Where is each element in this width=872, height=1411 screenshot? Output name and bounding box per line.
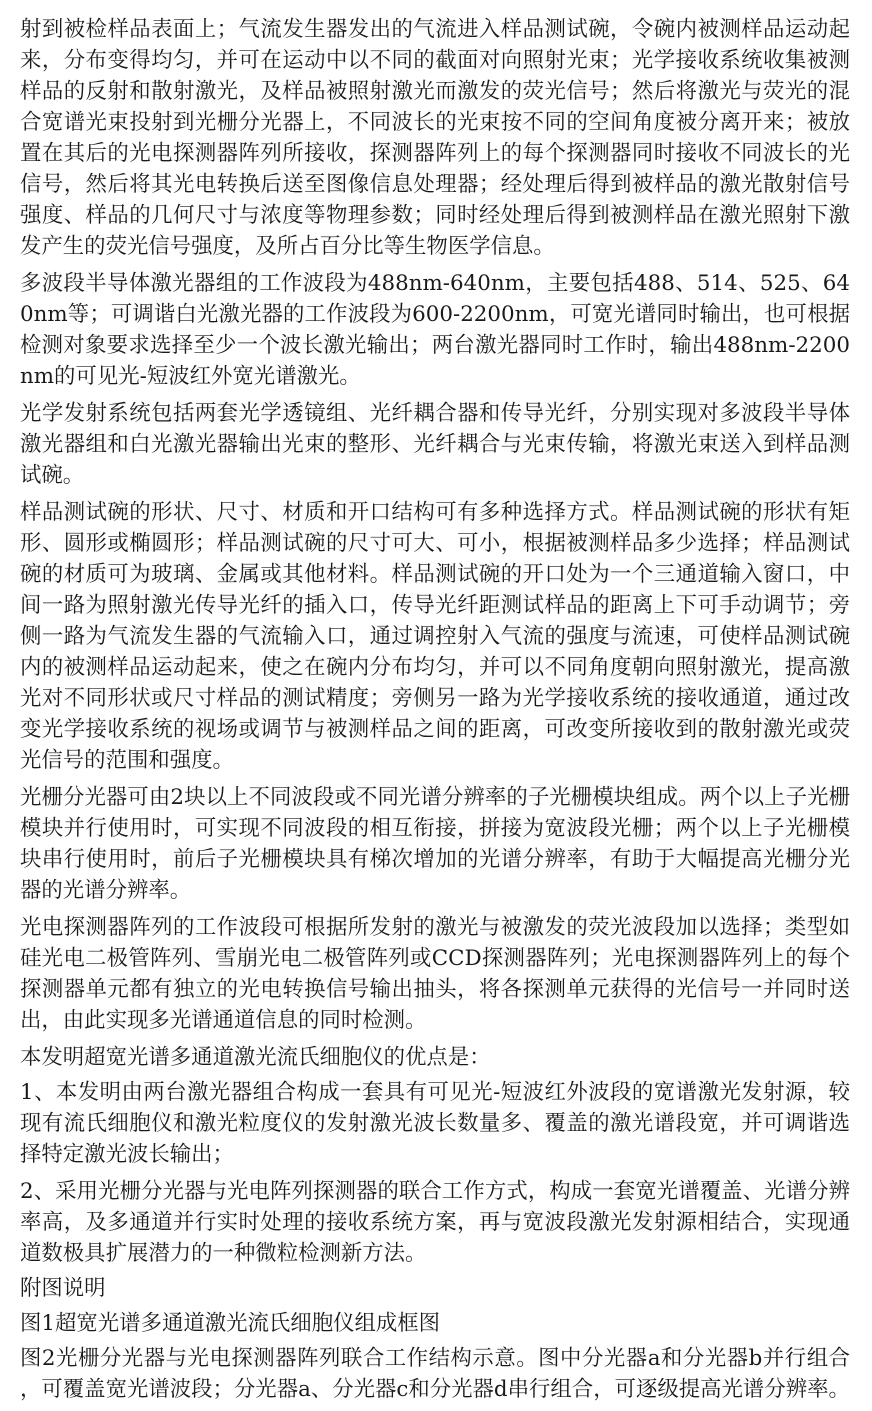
paragraph-optical-emission-system: 光学发射系统包括两套光学透镜组、光纤耦合器和传导光纤，分别实现对多波段半导体激光器组和白光激光器输出光束的整形、光纤耦合与光束传输，将激光束送入到样品测试碗。 — [20, 401, 850, 488]
paragraph-advantage-1: 1、本发明由两台激光器组合构成一套具有可见光-短波红外波段的宽谱激光发射源，较现有流氏细胞仪和激光粒度仪的发射激光波长数量多、覆盖的激光谱段宽，并可调谐选择特定激光波长输出； — [20, 1080, 850, 1167]
section-heading-figures: 附图说明 — [20, 1276, 106, 1301]
paragraph-grating-splitter: 光栅分光器可由2块以上不同波段或不同光谱分辨率的子光栅模块组成。两个以上子光栅模块并行使用时，可实现不同波段的相互衔接，拼接为宽波段光栅；两个以上子光栅模块串行使用时，前后子光栅模块具有梯次增加的光谱分辨率，有助于大幅提高光栅分光器的光谱分辨率。 — [20, 785, 850, 903]
paragraph-photodetector-array: 光电探测器阵列的工作波段可根据所发射的激光与被激发的荧光波段加以选择；类型如硅光电二极管阵列、雪崩光电二极管阵列或CCD探测器阵列；光电探测器阵列上的每个探测器单元都有独立的光电转换信号输出抽头，将各探测单元获得的光信号一并同时送出，由此实现多光谱通道信息的同时检测。 — [20, 915, 850, 1033]
document-page — [20, 14, 850, 1411]
paragraph-advantages-heading: 本发明超宽光谱多通道激光流氏细胞仪的优点是： — [20, 1045, 491, 1070]
paragraph-sample-test-bowl: 样品测试碗的形状、尺寸、材质和开口结构可有多种选择方式。样品测试碗的形状有矩形、圆形或椭圆形；样品测试碗的尺寸可大、可小，根据被测样品多少选择；样品测试碗的材质可为玻璃、金属或其他材料。样品测试碗的开口处为一个三通道输入窗口，中间一路为照射激光传导光纤的插入口，传导光纤距测试样品的距离上下可手动调节；旁侧一路为气流发生器的气流输入口，通过调控射入气流的强度与流速，可使样品测试碗内的被测样品运动起来，使之在碗内分布均匀，并可以不同角度朝向照射激光，提高激光对不同形状或尺寸样品的测试精度；旁侧另一路为光学接收系统的接收通道，通过改变光学接收系统的视场或调节与被测样品之间的距离，可改变所接收到的散射激光或荧光信号的范围和强度。 — [20, 500, 850, 773]
paragraph-advantage-2: 2、采用光栅分光器与光电阵列探测器的联合工作方式，构成一套宽光谱覆盖、光谱分辨率高，及多通道并行实时处理的接收系统方案，再与宽波段激光发射源相结合，实现通道数极具扩展潜力的一种微粒检测新方法。 — [20, 1179, 850, 1266]
figure-caption-2: 图2光栅分光器与光电探测器阵列联合工作结构示意。图中分光器a和分光器b并行组合，可覆盖宽光谱波段；分光器a、分光器c和分光器d串行组合，可逐级提高光谱分辨率。 — [20, 1346, 850, 1402]
paragraph-detection-process: 射到被检样品表面上；气流发生器发出的气流进入样品测试碗，令碗内被测样品运动起来，分布变得均匀，并可在运动中以不同的截面对向照射光束；光学接收系统收集被测样品的反射和散射激光，及样品被照射激光而激发的荧光信号；然后将激光与荧光的混合宽谱光束投射到光栅分光器上，不同波长的光束按不同的空间角度被分离开来；被放置在其后的光电探测器阵列所接收，探测器阵列上的每个探测器同时接收不同波长的光信号，然后将其光电转换后送至图像信息处理器；经处理后得到被样品的激光散射信号强度、样品的几何尺寸与浓度等物理参数；同时经处理后得到被测样品在激光照射下激发产生的荧光信号强度，及所占百分比等生物医学信息。 — [20, 17, 850, 259]
figure-caption-1: 图1超宽光谱多通道激光流氏细胞仪组成框图 — [20, 1311, 441, 1336]
paragraph-laser-wavelengths: 多波段半导体激光器组的工作波段为488nm-640nm，主要包括488、514、525、640nm等；可调谐白光激光器的工作波段为600-2200nm，可宽光谱同时输出，也可根据检测对象要求选择至少一个波长激光输出；两台激光器同时工作时，输出488nm-2200nm的可见光-短波红外宽光谱激光。 — [20, 271, 850, 389]
